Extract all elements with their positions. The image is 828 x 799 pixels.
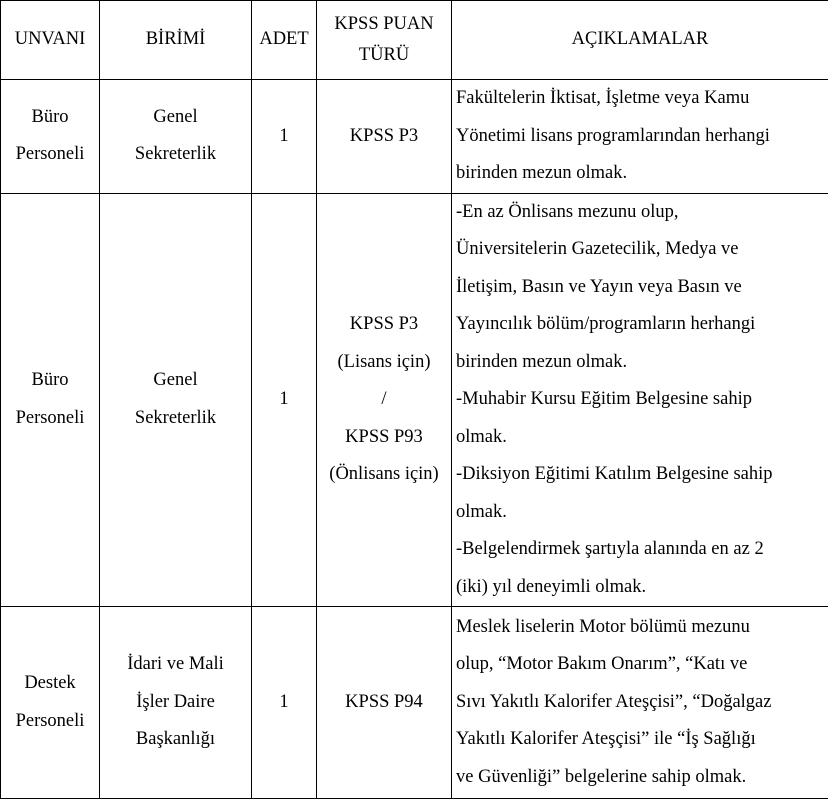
cell-unvan bbox=[1, 193, 100, 607]
cell-line: Destek bbox=[4, 665, 96, 703]
cell-line: Personeli bbox=[4, 400, 96, 438]
cell-line: KPSS P93 bbox=[320, 419, 448, 457]
cell-kpss bbox=[317, 607, 452, 799]
cell-line: Yakıtlı Kalorifer Ateşçisi” ile “İş Sağlığı bbox=[456, 721, 826, 759]
cell-aciklama bbox=[452, 193, 828, 607]
cell-birim bbox=[100, 193, 252, 607]
header-kpss-puan-turu bbox=[317, 1, 452, 80]
cell-line: Üniversitelerin Gazetecilik, Medya ve bbox=[456, 231, 826, 269]
cell-line: olup, “Motor Bakım Onarım”, “Katı ve bbox=[456, 646, 826, 684]
cell-line: Sekreterlik bbox=[103, 400, 248, 438]
cell-kpss bbox=[317, 80, 452, 194]
table-row bbox=[1, 607, 828, 799]
cell-line: olmak. bbox=[456, 419, 826, 457]
header-birimi: BİRİMİ bbox=[100, 1, 252, 80]
cell-line: Personeli bbox=[4, 703, 96, 741]
cell-line: -Belgelendirmek şartıyla alanında en az 2 bbox=[456, 531, 826, 569]
header-kpss-line-2: TÜRÜ bbox=[320, 40, 448, 71]
cell-line: (iki) yıl deneyimli olmak. bbox=[456, 569, 826, 607]
cell-line: Genel bbox=[103, 362, 248, 400]
cell-line: Personeli bbox=[4, 136, 96, 174]
cell-unvan bbox=[1, 80, 100, 194]
cell-line: İletişim, Basın ve Yayın veya Basın ve bbox=[456, 269, 826, 307]
cell-line: birinden mezun olmak. bbox=[456, 155, 826, 193]
cell-aciklama bbox=[452, 80, 828, 194]
header-unvani: UNVANI bbox=[1, 1, 100, 80]
cell-line: Sıvı Yakıtlı Kalorifer Ateşçisi”, “Doğalgaz bbox=[456, 684, 826, 722]
cell-line: KPSS P94 bbox=[320, 684, 448, 722]
table-row bbox=[1, 193, 828, 607]
cell-line: Başkanlığı bbox=[103, 721, 248, 759]
cell-line: -Diksiyon Eğitimi Katılım Belgesine sahip bbox=[456, 456, 826, 494]
cell-line: / bbox=[320, 381, 448, 419]
cell-line: -Muhabir Kursu Eğitim Belgesine sahip bbox=[456, 381, 826, 419]
table-row bbox=[1, 80, 828, 194]
cell-adet: 1 bbox=[252, 193, 317, 607]
cell-line: birinden mezun olmak. bbox=[456, 344, 826, 382]
cell-line: (Önlisans için) bbox=[320, 456, 448, 494]
cell-birim bbox=[100, 607, 252, 799]
cell-adet: 1 bbox=[252, 80, 317, 194]
cell-line: ve Güvenliği” belgelerine sahip olmak. bbox=[456, 759, 826, 797]
cell-line: Meslek liselerin Motor bölümü mezunu bbox=[456, 609, 826, 647]
cell-line: Büro bbox=[4, 99, 96, 137]
cell-line: Yayıncılık bölüm/programların herhangi bbox=[456, 306, 826, 344]
cell-line: KPSS P3 bbox=[320, 118, 448, 156]
cell-adet: 1 bbox=[252, 607, 317, 799]
cell-unvan bbox=[1, 607, 100, 799]
header-adet: ADET bbox=[252, 1, 317, 80]
cell-kpss bbox=[317, 193, 452, 607]
header-row bbox=[1, 1, 828, 80]
cell-line: Sekreterlik bbox=[103, 136, 248, 174]
cell-line: Büro bbox=[4, 362, 96, 400]
header-aciklamalar: AÇIKLAMALAR bbox=[452, 1, 828, 80]
cell-birim bbox=[100, 80, 252, 194]
cell-line: İdari ve Mali bbox=[103, 646, 248, 684]
cell-line: İşler Daire bbox=[103, 684, 248, 722]
cell-line: -En az Önlisans mezunu olup, bbox=[456, 194, 826, 232]
cell-line: Yönetimi lisans programlarından herhangi bbox=[456, 118, 826, 156]
cell-line: Genel bbox=[103, 99, 248, 137]
cell-line: olmak. bbox=[456, 494, 826, 532]
cell-line: (Lisans için) bbox=[320, 344, 448, 382]
cell-line: Fakültelerin İktisat, İşletme veya Kamu bbox=[456, 80, 826, 118]
cell-line: KPSS P3 bbox=[320, 306, 448, 344]
header-kpss-line-1: KPSS PUAN bbox=[320, 9, 448, 40]
cell-aciklama bbox=[452, 607, 828, 799]
